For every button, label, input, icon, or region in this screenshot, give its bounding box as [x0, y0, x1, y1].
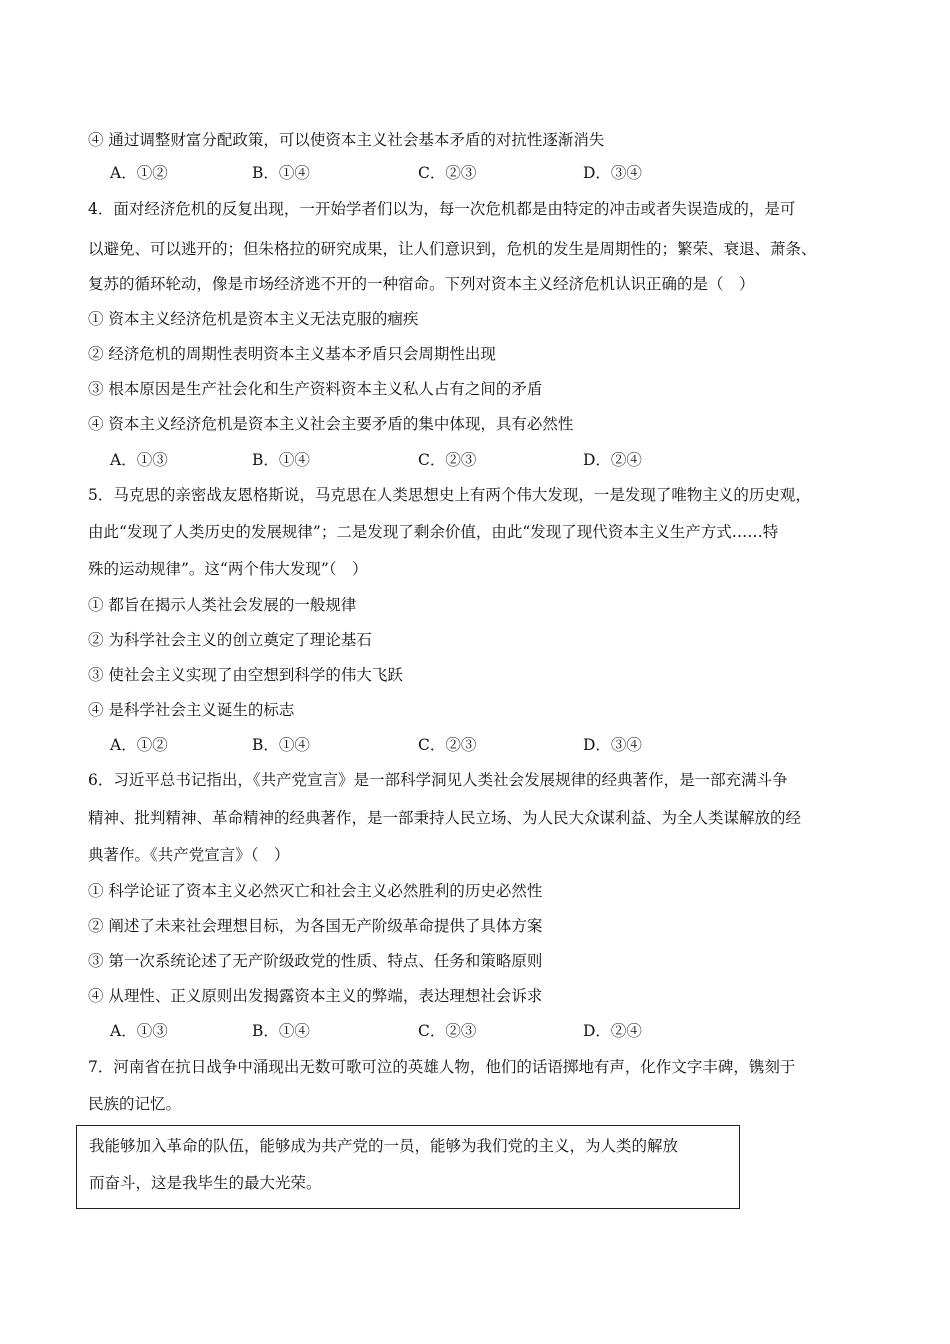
- q5-option-a[interactable]: A．①②: [110, 736, 168, 754]
- q3-option-b[interactable]: B．①④: [252, 164, 310, 182]
- q4-item-4: ④ 资本主义经济危机是资本主义社会主要矛盾的集中体现，具有必然性: [88, 415, 574, 433]
- q5-stem-line: 由此“发现了人类历史的发展规律”；二是发现了剩余价值，由此“发现了现代资本主义生产方式……特: [88, 523, 779, 541]
- q5-option-b[interactable]: B．①④: [252, 736, 310, 754]
- q6-stem-line: 精神、批判精神、革命精神的经典著作，是一部秉持人民立场、为人民大众谋利益、为全人类谋解放的经: [88, 809, 802, 827]
- q3-option-d[interactable]: D．③④: [583, 164, 642, 182]
- q6-item-2: ② 阐述了未来社会理想目标，为各国无产阶级革命提供了具体方案: [88, 917, 543, 935]
- q4-stem-line: 复苏的循环轮动，像是市场经济逃不开的一种宿命。下列对资本主义经济危机认识正确的是（ ）: [88, 275, 755, 293]
- q4-stem-line: 4．面对经济危机的反复出现，一开始学者们以为，每一次危机都是由特定的冲击或者失误造成的，是可: [88, 200, 796, 218]
- q4-item-2: ② 经济危机的周期性表明资本主义基本矛盾只会周期性出现: [88, 345, 496, 363]
- q5-option-c[interactable]: C．②③: [418, 736, 477, 754]
- q4-item-1: ① 资本主义经济危机是资本主义无法克服的痼疾: [88, 310, 419, 328]
- q4-option-c[interactable]: C．②③: [418, 451, 477, 469]
- quote-line: 我能够加入革命的队伍，能够成为共产党的一员，能够为我们党的主义，为人类的解放: [89, 1137, 679, 1155]
- q4-option-a[interactable]: A．①③: [110, 451, 168, 469]
- q7-stem-line: 7．河南省在抗日战争中涌现出无数可歌可泣的英雄人物，他们的话语掷地有声，化作文字丰碑，镌刻于: [88, 1058, 796, 1076]
- q4-stem-line: 以避免、可以逃开的；但朱格拉的研究成果，让人们意识到，危机的发生是周期性的；繁荣、衰退、萧条、: [88, 240, 817, 258]
- q5-item-4: ④ 是科学社会主义诞生的标志: [88, 701, 295, 719]
- q6-item-3: ③ 第一次系统论述了无产阶级政党的性质、特点、任务和策略原则: [88, 952, 543, 970]
- q5-stem-line: 5．马克思的亲密战友恩格斯说，马克思在人类思想史上有两个伟大发现，一是发现了唯物主义的历史观，: [88, 486, 811, 504]
- q6-item-1: ① 科学论证了资本主义必然灭亡和社会主义必然胜利的历史必然性: [88, 882, 543, 900]
- quote-box: [76, 1125, 740, 1209]
- q3-option-a[interactable]: A．①②: [110, 164, 168, 182]
- q5-item-1: ① 都旨在揭示人类社会发展的一般规律: [88, 596, 357, 614]
- q6-stem-line: 6．习近平总书记指出，《共产党宣言》是一部科学洞见人类社会发展规律的经典著作，是一部充满斗争: [88, 771, 788, 789]
- q5-item-3: ③ 使社会主义实现了由空想到科学的伟大飞跃: [88, 666, 403, 684]
- q6-option-d[interactable]: D．②④: [583, 1022, 642, 1040]
- q6-stem-line: 典著作。《共产党宣言》（ ）: [88, 846, 290, 864]
- q5-stem-line: 殊的运动规律”。这“两个伟大发现”（ ）: [88, 560, 368, 578]
- q5-option-d[interactable]: D．③④: [583, 736, 642, 754]
- q6-option-a[interactable]: A．①③: [110, 1022, 168, 1040]
- quote-line: 而奋斗，这是我毕生的最大光荣。: [89, 1174, 322, 1192]
- q6-item-4: ④ 从理性、正义原则出发揭露资本主义的弊端，表达理想社会诉求: [88, 987, 543, 1005]
- q6-option-c[interactable]: C．②③: [418, 1022, 477, 1040]
- q4-option-d[interactable]: D．②④: [583, 451, 642, 469]
- q4-item-3: ③ 根本原因是生产社会化和生产资料资本主义私人占有之间的矛盾: [88, 380, 543, 398]
- q3-option-c[interactable]: C．②③: [418, 164, 477, 182]
- q3-item-4: ④ 通过调整财富分配政策，可以使资本主义社会基本矛盾的对抗性逐渐消失: [88, 131, 605, 149]
- q5-item-2: ② 为科学社会主义的创立奠定了理论基石: [88, 631, 372, 649]
- q7-stem-line: 民族的记忆。: [88, 1095, 182, 1113]
- q6-option-b[interactable]: B．①④: [252, 1022, 310, 1040]
- q4-option-b[interactable]: B．①④: [252, 451, 310, 469]
